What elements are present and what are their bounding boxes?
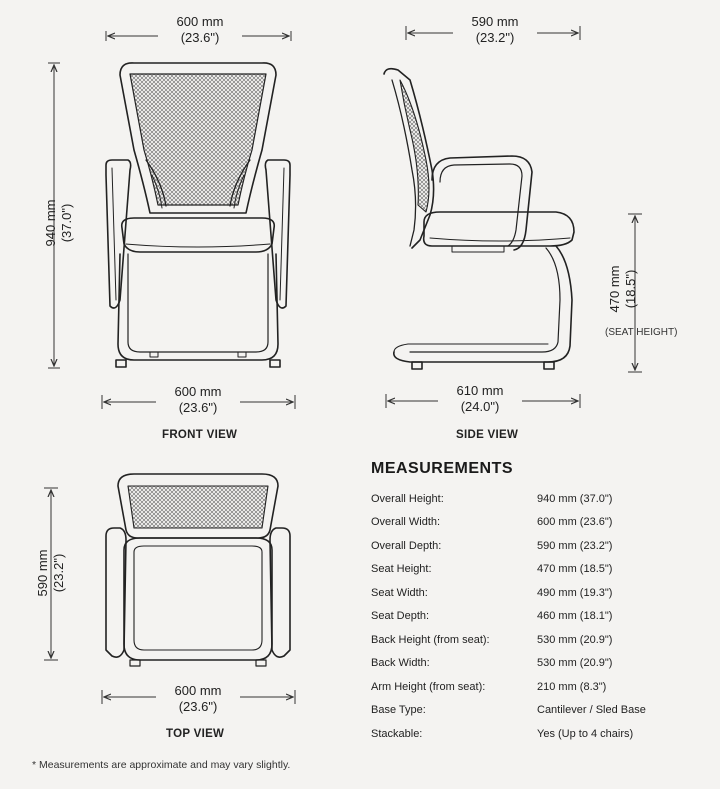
measurement-row — [371, 487, 701, 511]
top-view-chair — [106, 474, 290, 666]
measurement-row — [371, 558, 701, 582]
measurement-key: Stackable: — [371, 727, 423, 740]
side-view-title: SIDE VIEW — [456, 429, 519, 441]
front-base-width-label — [156, 384, 240, 416]
side-base-depth-mm: 610 mm — [456, 383, 504, 398]
measurements-title: MEASUREMENTS — [371, 460, 514, 477]
side-base-depth-label — [438, 383, 522, 415]
front-top-width-in: (23.6") — [180, 30, 220, 45]
side-view-chair — [384, 69, 574, 369]
measurement-row — [371, 699, 701, 723]
measurement-key: Seat Height: — [371, 563, 432, 576]
side-top-depth-in: (23.2") — [475, 30, 515, 45]
measurement-row — [371, 605, 701, 629]
side-seat-height-in: (18.5") — [623, 269, 638, 309]
front-view-chair — [106, 63, 290, 367]
top-width-mm: 600 mm — [174, 683, 222, 698]
measurement-value: 460 mm (18.1") — [537, 610, 613, 623]
measurement-row — [371, 581, 701, 605]
top-view-title: TOP VIEW — [166, 728, 225, 740]
side-top-depth-label — [453, 14, 537, 46]
top-width-label — [156, 683, 240, 715]
measurements-table — [371, 487, 701, 746]
measurement-key: Arm Height (from seat): — [371, 680, 486, 693]
measurement-key: Seat Width: — [371, 586, 428, 599]
measurement-row — [371, 534, 701, 558]
front-height-mm: 940 mm — [43, 199, 58, 247]
front-height-in: (37.0") — [59, 203, 74, 243]
measurement-key: Overall Depth: — [371, 539, 442, 552]
measurement-key: Back Width: — [371, 657, 430, 670]
side-seat-height-label — [607, 249, 641, 329]
measurement-value: Yes (Up to 4 chairs) — [537, 727, 634, 740]
measurement-key: Overall Height: — [371, 492, 444, 505]
top-depth-mm: 590 mm — [35, 549, 50, 597]
seat-height-note: (SEAT HEIGHT) — [605, 327, 678, 338]
front-base-width-in: (23.6") — [178, 400, 218, 415]
measurement-row — [371, 511, 701, 535]
measurement-value: 470 mm (18.5") — [537, 563, 613, 576]
measurement-value: 210 mm (8.3") — [537, 680, 607, 693]
measurement-row — [371, 722, 701, 746]
measurement-row — [371, 652, 701, 676]
measurement-key: Seat Depth: — [371, 610, 430, 623]
measurement-key: Overall Width: — [371, 516, 441, 529]
top-width-in: (23.6") — [178, 699, 218, 714]
measurement-value: 490 mm (19.3") — [537, 586, 613, 599]
front-top-width-mm: 600 mm — [176, 14, 224, 29]
measurement-value: 940 mm (37.0") — [537, 492, 613, 505]
measurement-value: Cantilever / Sled Base — [537, 704, 646, 717]
front-base-width-mm: 600 mm — [174, 384, 222, 399]
measurement-value: 590 mm (23.2") — [537, 539, 613, 552]
measurement-key: Back Height (from seat): — [371, 633, 490, 646]
side-top-depth-mm: 590 mm — [471, 14, 519, 29]
top-depth-label — [35, 533, 69, 613]
front-height-label — [43, 173, 77, 273]
side-seat-height-mm: 470 mm — [607, 265, 622, 313]
measurement-value: 530 mm (20.9") — [537, 657, 613, 670]
measurement-key: Base Type: — [371, 704, 426, 717]
measurement-row — [371, 628, 701, 652]
side-base-depth-in: (24.0") — [460, 399, 500, 414]
measurement-row — [371, 675, 701, 699]
top-depth-in: (23.2") — [51, 553, 66, 593]
front-view-title: FRONT VIEW — [162, 429, 238, 441]
measurement-value: 530 mm (20.9") — [537, 633, 613, 646]
measurement-value: 600 mm (23.6") — [537, 516, 613, 529]
front-top-width-label — [158, 14, 242, 46]
footnote: * Measurements are approximate and may vary slightly. — [32, 759, 291, 771]
